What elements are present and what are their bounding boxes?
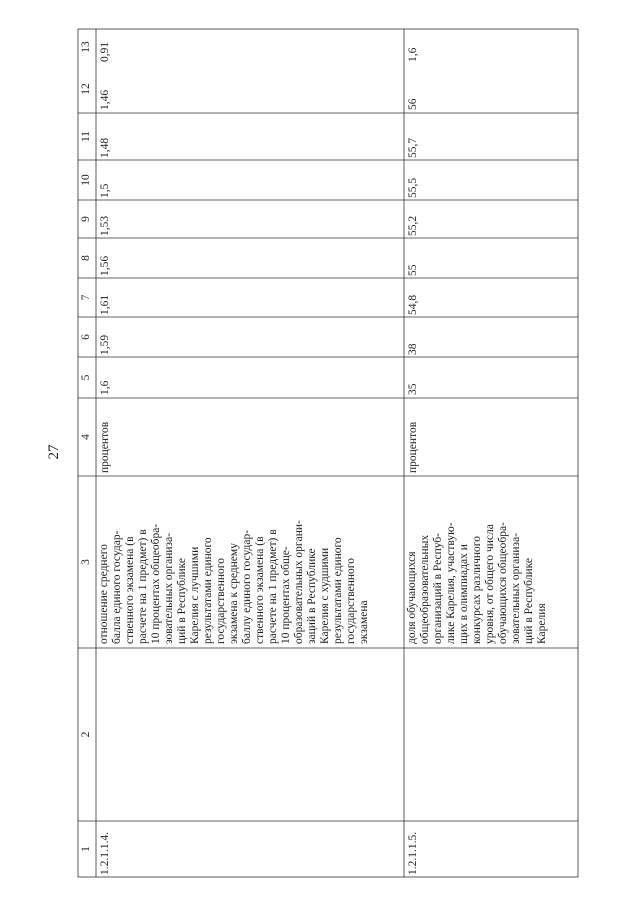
header-col-10: 10 [80, 174, 92, 186]
row1-value-8: 1,56 [99, 255, 111, 276]
row1-value-11: 1,48 [99, 137, 111, 158]
rotated-table [78, 29, 608, 877]
row1-value-6: 1,59 [99, 334, 111, 355]
row1-value-12: 1,46 [99, 89, 111, 110]
row1-unit: процентов [99, 421, 111, 473]
header-col-8: 8 [80, 255, 92, 261]
header-col-13: 13 [80, 41, 92, 53]
header-col-11: 11 [80, 130, 92, 143]
row1-indicator: отношение среднего балла единого государ- ственного экзамена (в расчете на 1 предмет) в 10 процентах общеобра- зовательных организа- ций в Республике Карелия с лучшими результатами единого государственного экзамена к среднему баллу единого государ- ственного экзамена (в расчете на 1 предмет) в 10 процентах обще- образовательных органи- заций в Республике Карелия с худшими результатами единого государственного экзамена [98, 520, 370, 644]
header-col-1: 1 [80, 846, 92, 852]
row2-value-5: 35 [407, 383, 419, 395]
row2-code: 1.2.1.1.5. [407, 831, 419, 875]
row2-value-8: 55 [407, 264, 419, 276]
header-col-2: 2 [80, 731, 92, 738]
row2-value-7: 54,8 [407, 294, 419, 315]
row2-value-6: 38 [407, 343, 419, 355]
row1-code: 1.2.1.1.4. [99, 831, 111, 875]
header-col-7: 7 [80, 294, 92, 301]
header-col-12: 12 [80, 83, 92, 95]
row2-unit: процентов [407, 421, 419, 473]
row1-value-9: 1,53 [99, 215, 111, 236]
row1-value-10: 1,5 [99, 183, 111, 198]
row2-indicator: доля обучающихся общеобразовательных организаций в Респуб- лике Карелия, участвую- щих в олимпиадах и конкурсах различного уровня, от общего числа обучающихся общеобра- зовательных организа- ций в Республике Карелия [406, 522, 548, 644]
row1-value-5: 1,6 [99, 380, 111, 395]
row2-value-10: 55,5 [407, 177, 419, 198]
row1-value-13: 0,91 [99, 41, 111, 62]
row1-value-7: 1,61 [99, 294, 111, 315]
row2-value-11: 55,7 [407, 137, 419, 158]
row2-value-12: 56 [407, 98, 419, 110]
header-col-3: 3 [80, 559, 92, 565]
header-col-4: 4 [80, 434, 92, 440]
header-col-6: 6 [80, 334, 92, 340]
row2-value-13: 1,6 [407, 47, 419, 62]
page-number: 27 [46, 444, 62, 460]
row2-value-9: 55,2 [407, 215, 419, 236]
header-col-9: 9 [80, 216, 92, 222]
header-col-5: 5 [80, 374, 92, 381]
